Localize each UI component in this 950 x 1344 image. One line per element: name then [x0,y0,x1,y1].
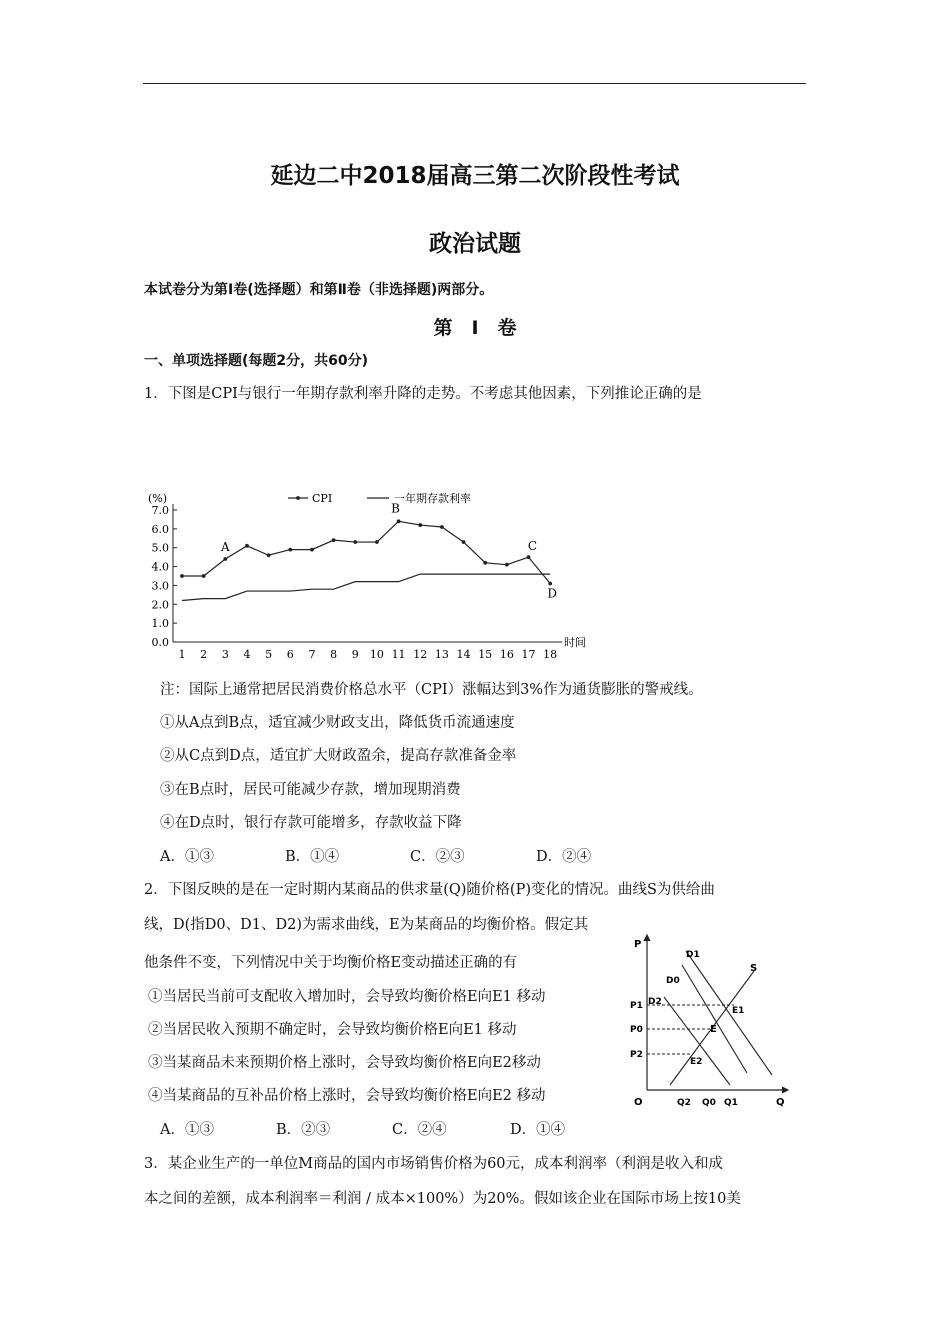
cpi-point [527,555,531,559]
e-label: E [710,1024,717,1035]
q1-tick-label: Q1 [724,1098,738,1108]
cpi-point [505,563,509,567]
annotation-a: A [220,540,230,555]
cpi-point [288,548,292,552]
x-tick-label: 11 [391,648,406,661]
y-tick-label: 5.0 [151,541,169,555]
q2-stem-line: 他条件不变，下列情况中关于均衡价格E变动描述正确的有 [144,955,518,971]
y-tick-label: 3.0 [151,579,169,593]
q2-option: D．①④ [510,1122,566,1138]
cpi-point [180,574,184,578]
q2-tick-label: Q2 [677,1098,691,1108]
y-tick-label: 6.0 [151,522,169,536]
exam-title: 延边二中2018届高三第二次阶段性考试 [270,163,680,189]
cpi-point [375,540,379,544]
d2-label: D2 [648,997,662,1007]
supply-demand-figure [622,925,800,1110]
x-tick-label: 3 [221,648,229,661]
x-tick-label: 7 [308,648,316,661]
q1-item: ③在B点时，居民可能减少存款，增加现期消费 [160,782,461,798]
legend-cpi-label: CPI [312,492,333,505]
cpi-point [332,538,336,542]
y-tick-label: 0.0 [151,636,169,649]
p2-label: P2 [630,1050,643,1060]
q1-option: C．②③ [410,849,465,865]
y-tick-label: 7.0 [151,504,169,517]
cpi-point [245,544,249,548]
cpi-point [310,548,314,552]
header-rule [143,83,806,84]
q2-stem-line: 线，D(指D0、D1、D2)为需求曲线，E为某商品的均衡价格。假定其 [144,917,589,933]
x-tick-label: 12 [413,648,428,661]
e2-label: E2 [690,1057,703,1067]
q1-item: ①从A点到B点，适宜减少财政支出，降低货币流通速度 [160,715,515,731]
s-label: S [750,963,758,974]
legend-cpi-dot [296,496,300,500]
x-tick-label: 14 [456,648,471,661]
demand-curve-d2 [664,997,730,1085]
cpi-point [418,523,422,527]
e1-label: E1 [732,1006,745,1016]
y-axis-label: (%) [148,492,168,505]
q2-option: A．①③ [160,1122,214,1138]
x-tick-label: 13 [434,648,449,661]
q2-item: ③当某商品未来预期价格上涨时，会导致均衡价格E向E2移动 [148,1055,541,1071]
q2-item: ④当某商品的互补品价格上涨时，会导致均衡价格E向E2 移动 [148,1088,546,1104]
q1-option: D．②④ [536,849,592,865]
x-tick-label: 4 [243,648,251,661]
cpi-point [267,553,271,557]
annotation-d: D [547,586,557,601]
q1-note: 注：国际上通常把居民消费价格总水平（CPI）涨幅达到3%作为通货膨胀的警戒线。 [160,682,703,698]
x-tick-label: 1 [178,648,186,661]
cpi-point [397,519,401,523]
cpi-point [223,557,227,561]
q3-line: 3．某企业生产的一单位M商品的国内市场销售价格为60元，成本利润率（利润是收入和成 [144,1156,724,1172]
x-tick-label: 16 [499,648,514,661]
y-tick-label: 2.0 [151,598,169,612]
y-tick-label: 1.0 [151,617,169,631]
x-axis-label: 时间 [564,636,586,649]
q2-item: ①当居民当前可支配收入增加时，会导致均衡价格E向E1 移动 [148,989,546,1005]
x-tick-label: 5 [265,648,273,661]
cpi-rate-chart [140,480,620,665]
cpi-point [462,540,466,544]
x-tick-label: 9 [351,648,359,661]
q1-item: ④在D点时，银行存款可能增多，存款收益下降 [160,815,462,831]
x-tick-label: 2 [200,648,208,661]
p0-label: P0 [630,1025,643,1035]
cpi-point [202,574,206,578]
part-title: 一、单项选择题(每题2分，共60分) [144,353,369,369]
section-title: 第 Ⅰ 卷 [433,317,517,339]
q0-tick-label: Q0 [702,1098,716,1108]
cpi-point [353,540,357,544]
q2-option: C．②④ [392,1122,447,1138]
cpi-point [483,561,487,565]
q1-item: ②从C点到D点，适宜扩大财政盈余，提高存款准备金率 [160,748,517,764]
x-tick-label: 10 [369,648,384,661]
x-tick-label: 18 [543,648,558,661]
exam-intro: 本试卷分为第Ⅰ卷(选择题）和第Ⅱ卷（非选择题)两部分。 [144,282,494,298]
d0-label: D0 [666,976,680,986]
cpi-point [440,525,444,529]
annotation-c: C [527,539,538,554]
q1-stem: 1．下图是CPI与银行一年期存款利率升降的走势。不考虑其他因素，下列推论正确的是 [144,386,702,402]
x-tick-label: 6 [286,648,294,661]
x-tick-label: 15 [478,648,493,661]
q2-item: ②当居民收入预期不确定时，会导致均衡价格E向E1 移动 [148,1022,517,1038]
d1-label: D1 [686,950,700,960]
origin-label: O [634,1097,643,1108]
q2-option: B．②③ [276,1122,331,1138]
q1-option: B．①④ [285,849,340,865]
y-tick-label: 4.0 [151,560,169,574]
annotation-b: B [391,501,400,516]
x-tick-label: 17 [521,648,536,661]
q1-option: A．①③ [160,849,214,865]
exam-subtitle: 政治试题 [429,231,521,257]
x-axis-label: Q [776,1097,785,1108]
p1-label: P1 [630,1001,643,1011]
legend-rate-label: 一年期存款利率 [394,492,471,505]
cpi-point [548,582,552,586]
x-tick-label: 8 [330,648,338,661]
q2-stem-line: 2．下图反映的是在一定时期内某商品的供求量(Q)随价格(P)变化的情况。曲线S为供给曲 [144,882,715,898]
y-axis-label: P [634,939,642,950]
q3-line: 本之间的差额，成本利润率＝利润 / 成本×100%）为20%。假如该企业在国际市场上按10美 [144,1191,741,1207]
series-line-1 [182,574,550,600]
